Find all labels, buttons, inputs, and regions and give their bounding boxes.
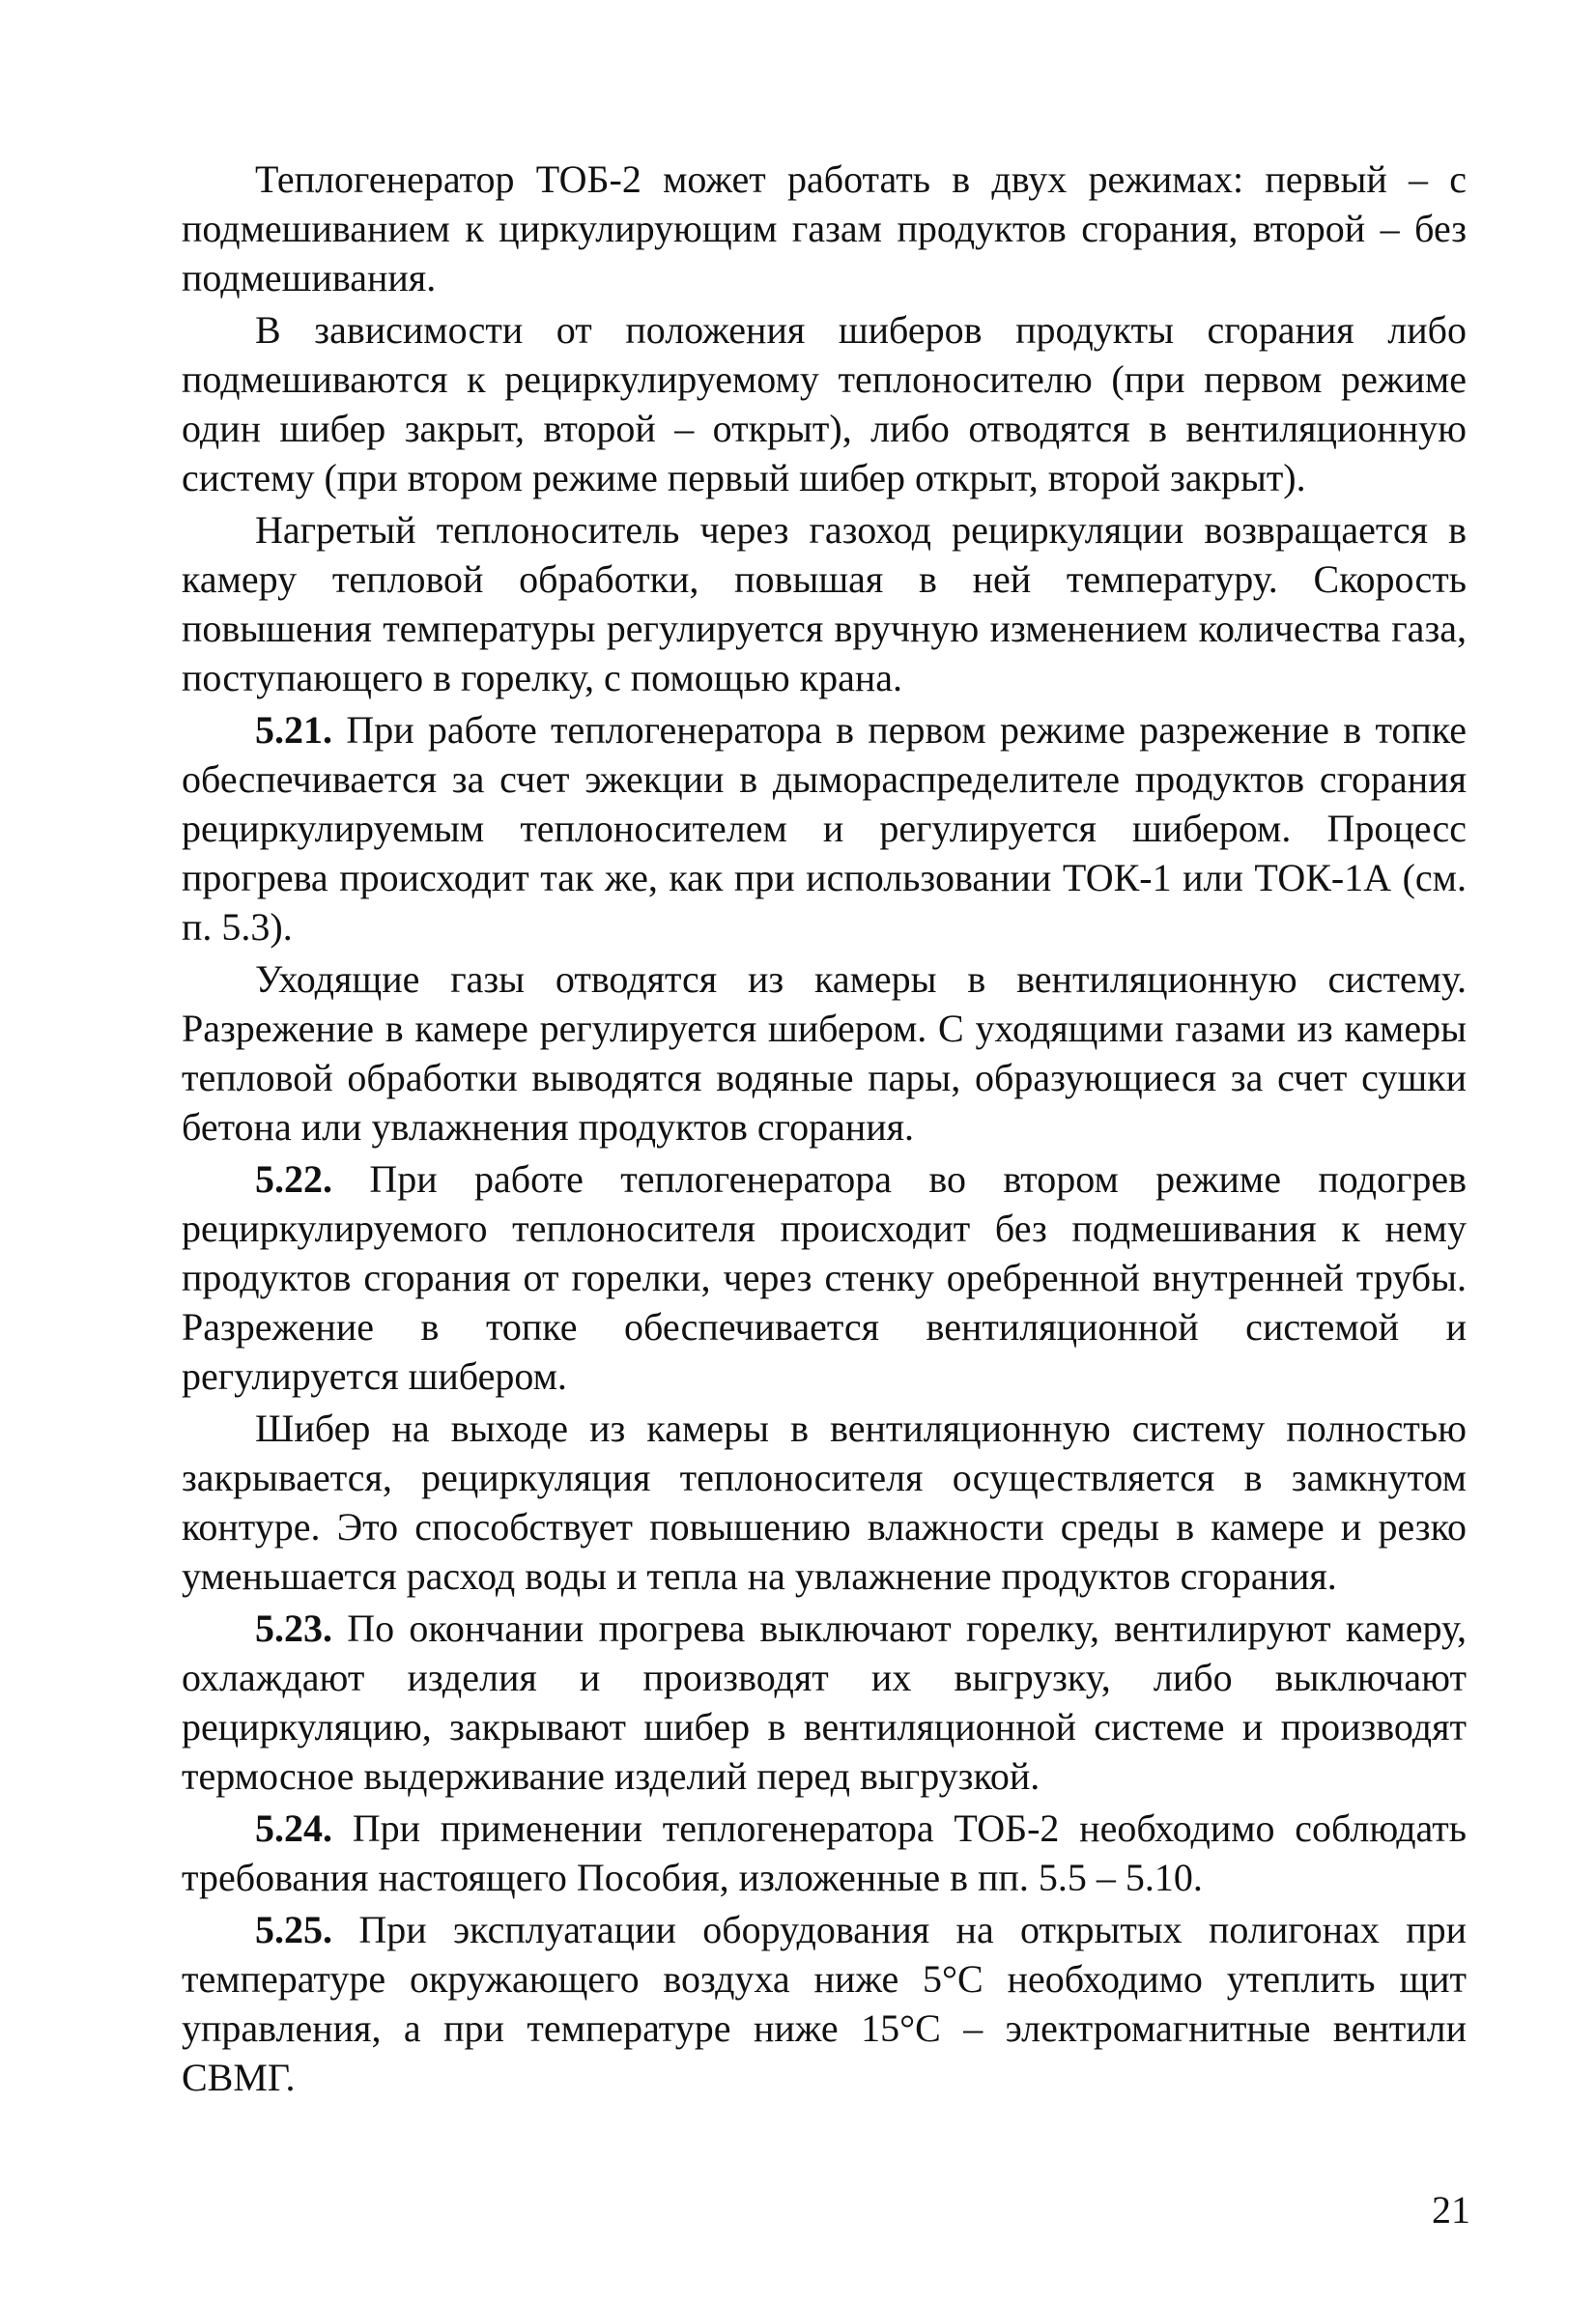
paragraph-text: При работе теплогенератора во втором режиме подогрев рециркулируемого теплоносителя происходит без подмешивания к нему продуктов сгорания от горелки, через стенку оребренной внутренней трубы. Разрежение в топке обеспечивается вентиляционной системой и регулируется шибером. [182,1157,1468,1398]
paragraph-2 [182,305,1467,502]
paragraph-5-22 [182,1154,1467,1401]
body-text [182,155,1467,2105]
paragraph-text: Шибер на выходе из камеры в вентиляционную систему полностью закрывается, рециркуляция теплоносителя осуществляется в замкнутом контуре. Это способствует повышению влажности среды в камере и резко уменьшается расход воды и тепла на увлажнение продуктов сгорания. [182,1407,1467,1598]
paragraph-text: В зависимости от положения шиберов продукты сгорания либо подмешиваются к рециркулируемому теплоносителю (при первом режиме один шибер закрыт, второй – открыт), либо отводятся в вентиляционную систему (при втором режиме первый шибер открыт, второй закрыт). [182,308,1467,499]
clause-number: 5.24. [255,1806,332,1850]
clause-number: 5.25. [255,1908,332,1951]
clause-number: 5.22. [255,1157,332,1201]
paragraph-5 [182,954,1467,1152]
clause-number: 5.23. [255,1606,332,1650]
paragraph-5-24 [182,1804,1467,1902]
paragraph-text: При эксплуатации оборудования на открытых полигонах при температуре окружающего воздуха ниже 5°С необходимо утеплить щит управления, а при температуре ниже 15°С – электромагнитные вентили СВМГ. [182,1908,1468,2099]
paragraph-5-21 [182,705,1467,952]
page-number: 21 [1432,2188,1470,2232]
paragraph-5-23 [182,1604,1467,1801]
paragraph-text: По окончании прогрева выключают горелку, вентилируют камеру, охлаждают изделия и производят их выгрузку, либо выключают рециркуляцию, закрывают шибер в вентиляционной системе и производят термосное выдерживание изделий перед выгрузкой. [182,1606,1468,1798]
paragraph-1 [182,155,1467,302]
paragraph-text: Нагретый теплоноситель через газоход рециркуляции возвращается в камеру тепловой обработки, повышая в ней температуру. Скорость повышения температуры регулируется вручную изменением количества газа, поступающего в горелку, с помощью крана. [182,508,1467,699]
paragraph-text: Уходящие газы отводятся из камеры в вентиляционную систему. Разрежение в камере регулируется шибером. С уходящими газами из камеры тепловой обработки выводятся водяные пары, образующиеся за счет сушки бетона или увлажнения продуктов сгорания. [182,957,1467,1149]
paragraph-text: При работе теплогенератора в первом режиме разрежение в топке обеспечивается за счет эжекции в дымораспределителе продуктов сгорания рециркулируемым теплоносителем и регулируется шибером. Процесс прогрева происходит так же, как при использовании ТОК-1 или ТОК-1А (см. п. 5.3). [182,708,1467,949]
paragraph-text: При применении теплогенератора ТОБ-2 необходимо соблюдать требования настоящего Пособия, изложенные в пп. 5.5 – 5.10. [182,1806,1467,1899]
paragraph-7 [182,1404,1467,1601]
clause-number: 5.21. [255,708,332,752]
paragraph-text: Теплогенератор ТОБ-2 может работать в двух режимах: первый – с подмешиванием к циркулирующим газам продуктов сгорания, второй – без подмешивания. [182,157,1467,299]
paragraph-3 [182,505,1467,702]
paragraph-5-25 [182,1905,1467,2102]
